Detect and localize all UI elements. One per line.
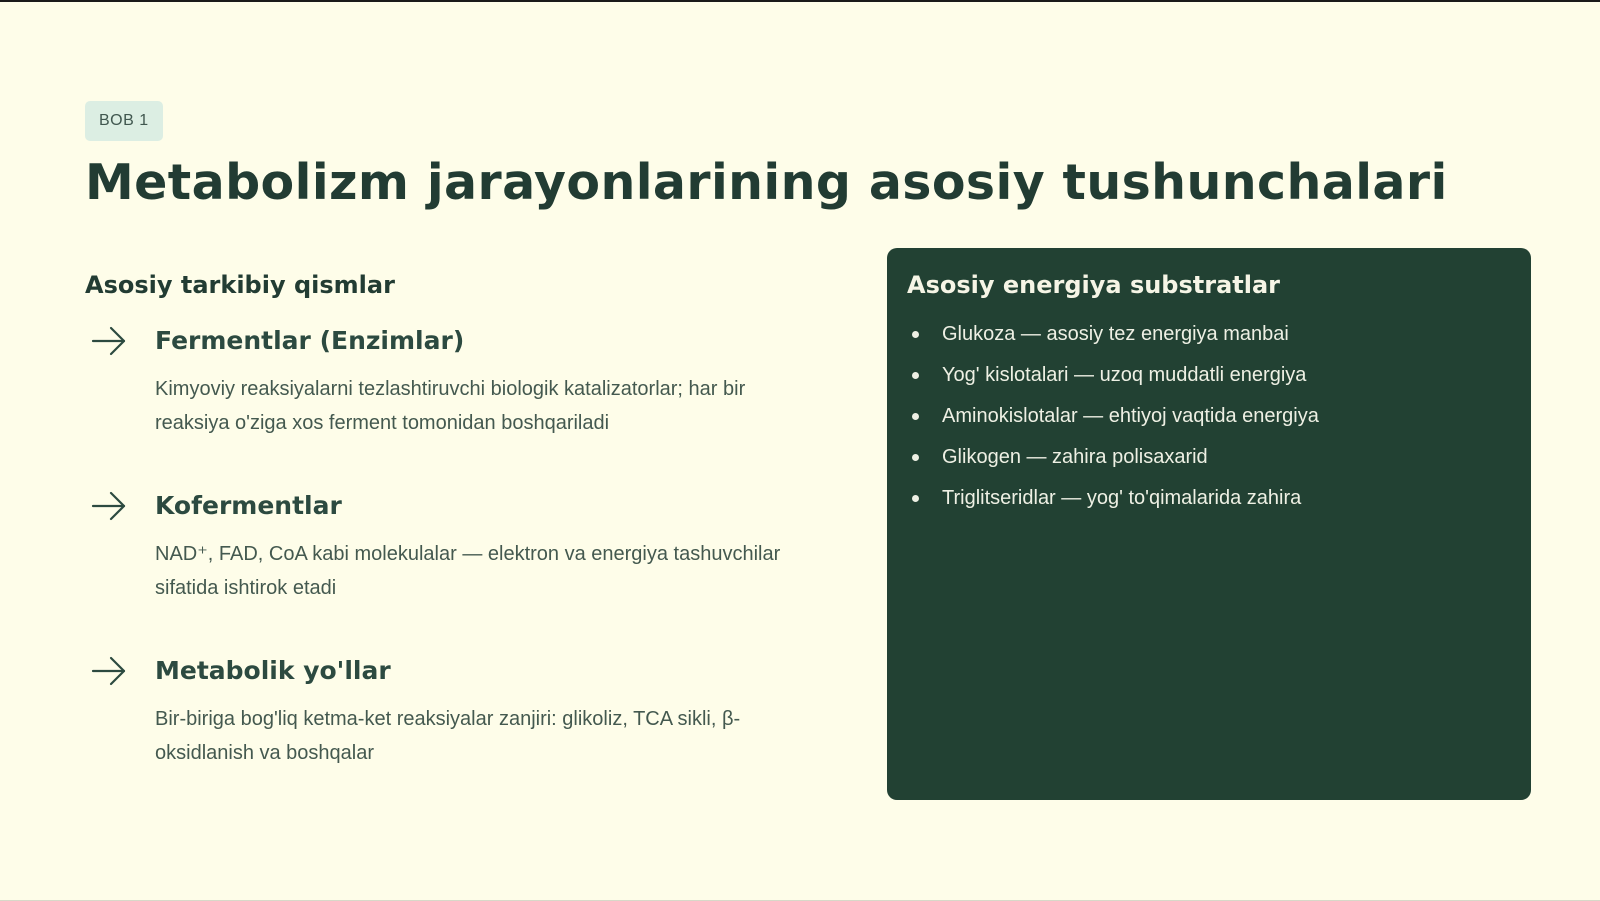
list-item xyxy=(907,478,1511,519)
components-heading: Asosiy tarkibiy qismlar xyxy=(85,271,395,299)
components-section xyxy=(85,262,825,764)
component-description: Bir-biriga bog'liq ketma-ket reaksiyalar zanjiri: glikoliz, TCA sikli, β-oksidlanish va boshqalar xyxy=(155,708,741,764)
top-border xyxy=(0,0,1600,2)
arrow-right-icon xyxy=(91,326,127,356)
bullet-icon xyxy=(912,454,919,461)
component-title: Kofermentlar xyxy=(155,491,342,520)
list-item xyxy=(907,355,1511,396)
energy-substrates-heading: Asosiy energiya substratlar xyxy=(907,271,1281,299)
list-item xyxy=(907,314,1511,355)
energy-substrates-list xyxy=(907,314,1511,519)
arrow-right-icon xyxy=(91,656,127,686)
component-title: Fermentlar (Enzimlar) xyxy=(155,326,465,355)
list-item xyxy=(907,437,1511,478)
energy-substrates-panel xyxy=(887,248,1531,800)
component-title: Metabolik yo'llar xyxy=(155,656,391,685)
list-item-text: Triglitseridlar — yog' to'qimalarida zahira xyxy=(942,487,1302,509)
bullet-icon xyxy=(912,413,919,420)
list-item-text: Yog' kislotalari — uzoq muddatli energiya xyxy=(942,364,1307,386)
list-item xyxy=(907,396,1511,437)
page-title: Metabolizm jarayonlarining asosiy tushunchalari xyxy=(85,154,1448,211)
bullet-icon xyxy=(912,331,919,338)
arrow-right-icon xyxy=(91,491,127,521)
list-item-text: Glukoza — asosiy tez energiya manbai xyxy=(942,323,1289,345)
bullet-icon xyxy=(912,495,919,502)
list-item-text: Aminokislotalar — ehtiyoj vaqtida energiya xyxy=(942,405,1319,427)
bullet-icon xyxy=(912,372,919,379)
component-description: NAD⁺, FAD, CoA kabi molekulalar — elektron va energiya tashuvchilar sifatida ishtirok etadi xyxy=(155,543,781,599)
chapter-badge: BOB 1 xyxy=(85,101,163,141)
list-item-text: Glikogen — zahira polisaxarid xyxy=(942,446,1208,468)
component-description: Kimyoviy reaksiyalarni tezlashtiruvchi biologik katalizatorlar; har bir reaksiya o'ziga xos ferment tomonidan boshqariladi xyxy=(155,378,746,434)
